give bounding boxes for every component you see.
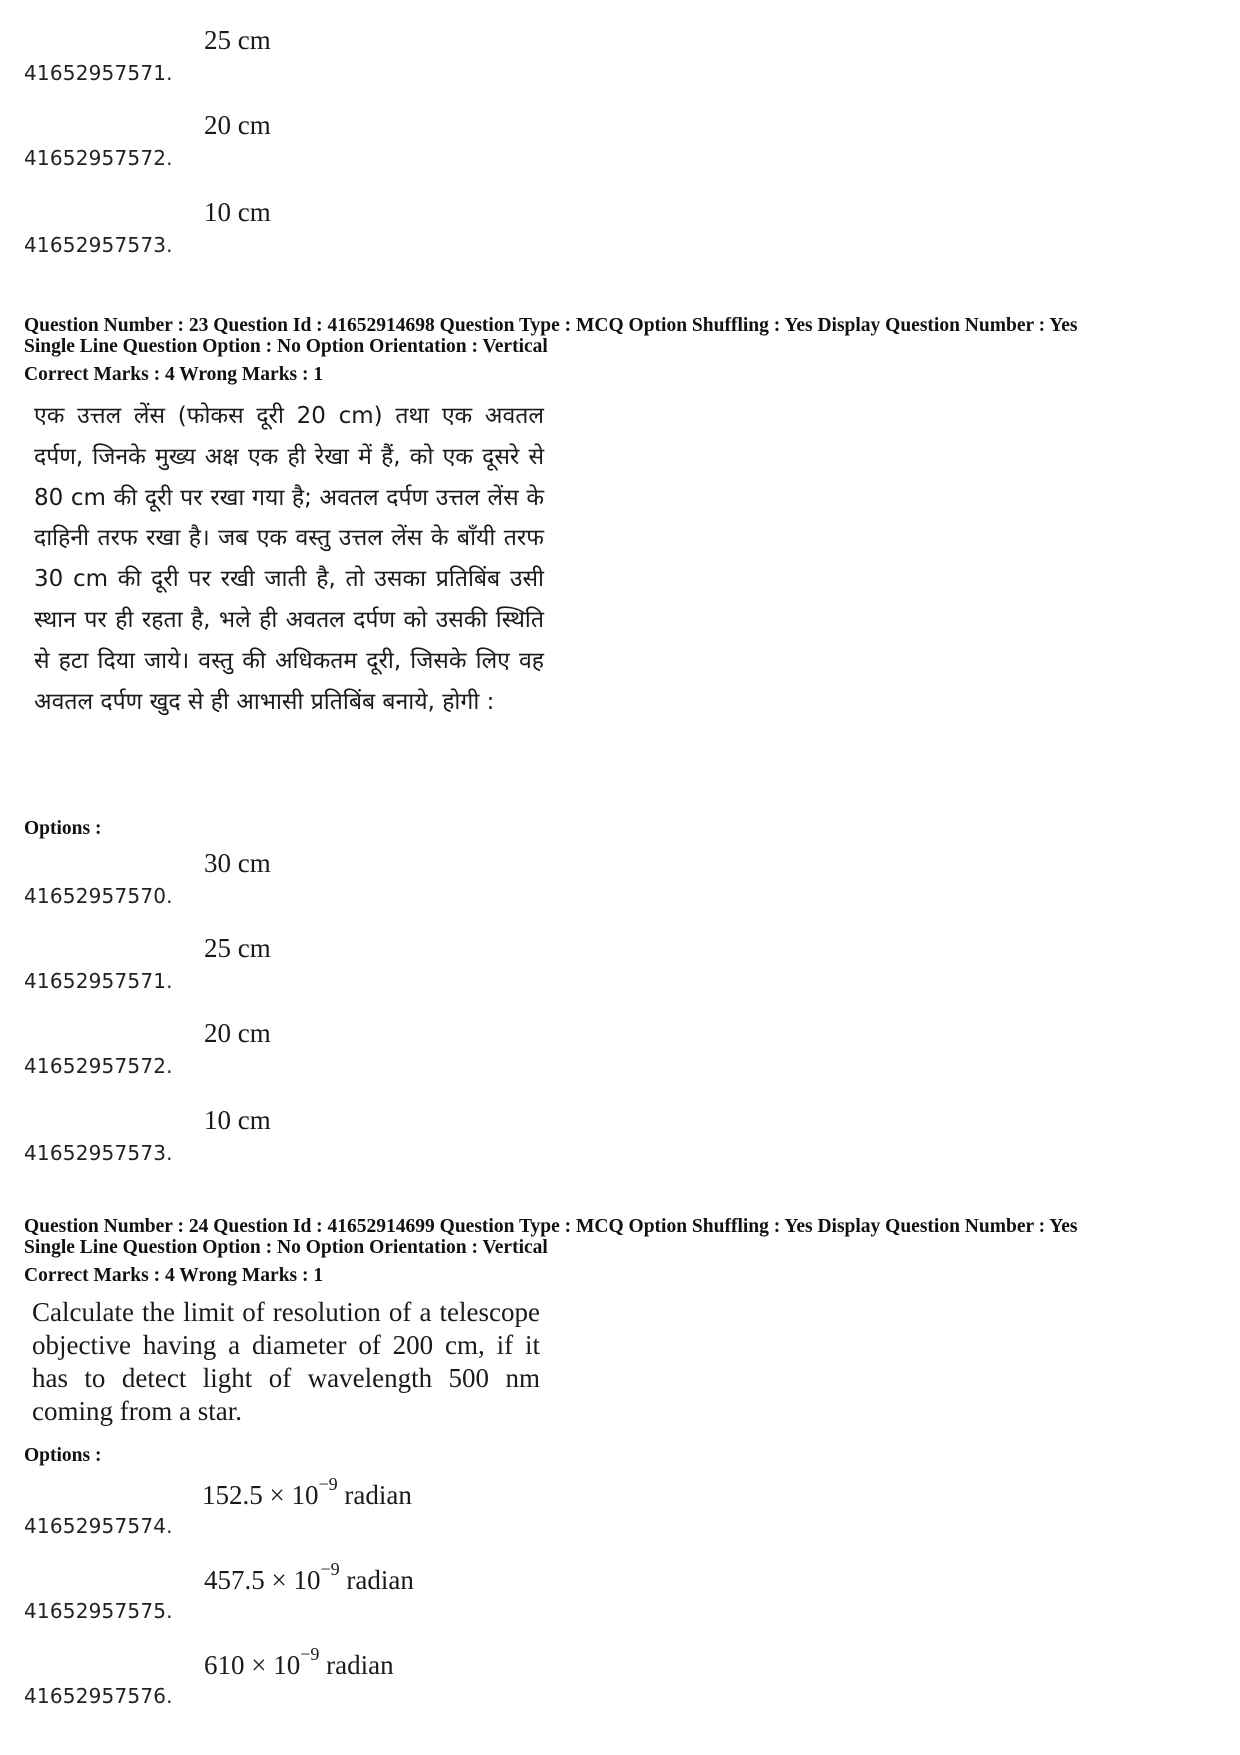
option-row bbox=[24, 933, 724, 993]
option-mantissa: 610 × 10 bbox=[204, 1650, 301, 1680]
option-row bbox=[24, 110, 724, 170]
question-meta-line1: Question Number : 24 Question Id : 41652914699 Question Type : MCQ Option Shuffling : Yes Display Question Number : Yes bbox=[24, 1216, 1078, 1237]
options-label: Options : bbox=[24, 818, 102, 839]
option-row bbox=[24, 25, 724, 85]
option-text: 20 cm bbox=[204, 1018, 271, 1048]
option-text: 30 cm bbox=[204, 848, 271, 878]
option-text: 25 cm bbox=[204, 933, 271, 963]
option-exponent: −9 bbox=[320, 1559, 340, 1579]
option-text: 25 cm bbox=[204, 25, 271, 55]
option-text: 10 cm bbox=[204, 1105, 271, 1135]
option-row bbox=[24, 1644, 724, 1708]
option-row bbox=[24, 1474, 724, 1538]
question-text: एक उत्तल लेंस (फोकस दूरी 20 cm) तथा एक अवतल दर्पण, जिनके मुख्य अक्ष एक ही रेखा में हैं, को एक दूसरे से 80 cm की दूरी पर रखा गया है; अवतल दर्पण उत्तल लेंस के दाहिनी तरफ रखा है। जब एक वस्तु उत्तल लेंस के बाँयी तरफ 30 cm की दूरी पर रखी जाती है, तो उसका प्रतिबिंब उसी स्थान पर ही रहता है, भले ही अवतल दर्पण को उसकी स्थिति से हटा दिया जाये। वस्तु की अधिकतम दूरी, जिसके लिए वह अवतल दर्पण खुद से ही आभासी प्रतिबिंब बनाये, होगी : bbox=[34, 403, 544, 715]
option-id: 41652957574. bbox=[24, 1514, 173, 1538]
question-marks: Correct Marks : 4 Wrong Marks : 1 bbox=[24, 364, 324, 385]
option-text: 20 cm bbox=[204, 110, 271, 140]
option-unit: radian bbox=[337, 1480, 412, 1510]
option-id: 41652957570. bbox=[24, 884, 173, 908]
option-id: 41652957572. bbox=[24, 146, 173, 170]
options-label: Options : bbox=[24, 1445, 102, 1466]
question-marks: Correct Marks : 4 Wrong Marks : 1 bbox=[24, 1265, 324, 1286]
option-id: 41652957576. bbox=[24, 1684, 173, 1708]
option-row bbox=[24, 1559, 724, 1623]
option-row bbox=[24, 1018, 724, 1078]
option-row bbox=[24, 197, 724, 257]
question-meta-line1: Question Number : 23 Question Id : 41652914698 Question Type : MCQ Option Shuffling : Yes Display Question Number : Yes bbox=[24, 315, 1078, 336]
question-meta bbox=[24, 315, 1077, 357]
option-text: 10 cm bbox=[204, 197, 271, 227]
option-row bbox=[24, 1105, 724, 1165]
question-meta-line2: Single Line Question Option : No Option Orientation : Vertical bbox=[24, 1237, 548, 1258]
question-meta bbox=[24, 1216, 1077, 1258]
option-exponent: −9 bbox=[318, 1474, 338, 1494]
option-id: 41652957571. bbox=[24, 969, 173, 993]
option-id: 41652957575. bbox=[24, 1599, 173, 1623]
option-unit: radian bbox=[339, 1565, 414, 1595]
option-id: 41652957571. bbox=[24, 61, 173, 85]
option-id: 41652957572. bbox=[24, 1054, 173, 1078]
option-text bbox=[202, 1474, 412, 1511]
option-id: 41652957573. bbox=[24, 233, 173, 257]
option-mantissa: 152.5 × 10 bbox=[202, 1480, 319, 1510]
option-row bbox=[24, 848, 724, 908]
option-id: 41652957573. bbox=[24, 1141, 173, 1165]
question-meta-line2: Single Line Question Option : No Option Orientation : Vertical bbox=[24, 336, 548, 357]
option-exponent: −9 bbox=[300, 1644, 320, 1664]
option-text bbox=[204, 1559, 414, 1596]
option-unit: radian bbox=[319, 1650, 394, 1680]
option-text bbox=[204, 1644, 394, 1681]
option-mantissa: 457.5 × 10 bbox=[204, 1565, 321, 1595]
question-text: Calculate the limit of resolution of a telescope objective having a diameter of 200 cm, if it has to detect light of wavelength 500 nm coming from a star. bbox=[32, 1297, 540, 1426]
